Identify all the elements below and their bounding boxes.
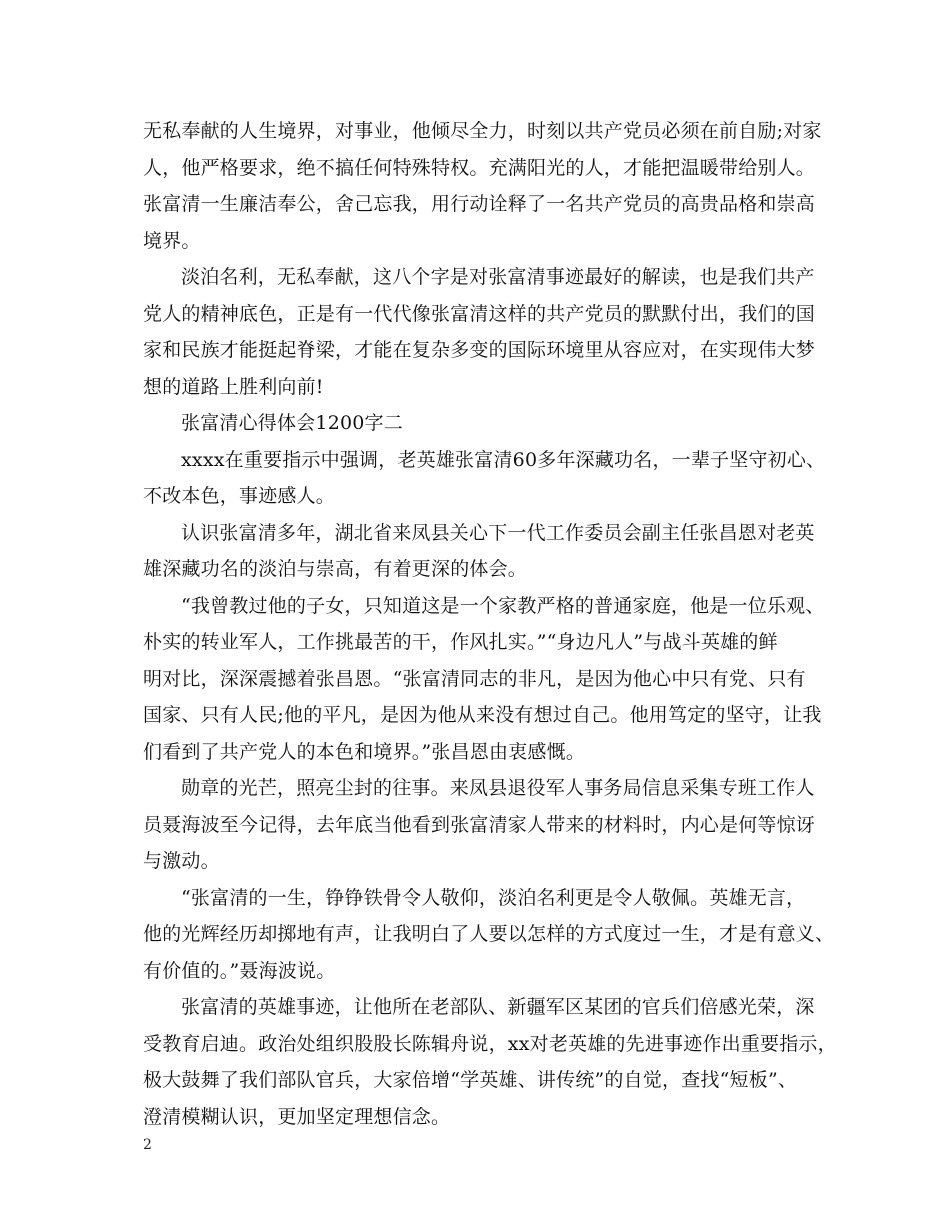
page-number: 2 — [143, 1137, 152, 1153]
text-line: 家和民族才能挺起脊梁，才能在复杂多变的国际环境里从容应对，在实现伟大梦 — [143, 339, 816, 361]
paragraph — [143, 770, 823, 880]
text-line: 受教育启迪。政治处组织股股长陈辑舟说，xx对老英雄的先进事迹作出重要指示， — [143, 1032, 837, 1055]
heading-line: 张富清心得体会1200字二 — [181, 412, 403, 434]
text-line: 极大鼓舞了我们部队官兵，大家倍增“学英雄、讲传统”的自觉，查找“短板”、 — [143, 1069, 798, 1091]
paragraph — [143, 588, 823, 771]
paragraph — [143, 989, 837, 1135]
text-line: 澄清模糊认识，更加坚定理想信念。 — [143, 1105, 451, 1128]
text-line: 朴实的转业军人，工作挑最苦的干，作风扎实。”“身边凡人”与战斗英雄的鲜 — [143, 631, 778, 653]
paragraph — [143, 442, 826, 515]
text-line: 员聂海波至今记得，去年底当他看到张富清家人带来的材料时，内心是何等惊讶 — [143, 813, 816, 836]
text-line: “张富清的一生，铮铮铁骨令人敬仰，淡泊名利更是令人敬佩。英雄无言， — [181, 886, 806, 909]
paragraph — [143, 259, 823, 405]
text-line: 国家、只有人民;他的平凡，是因为他从来没有想过自己。他用笃定的坚守，让我 — [143, 704, 822, 726]
text-line: 勋章的光芒，照亮尘封的往事。来凤县退役军人事务局信息采集专班工作人 — [181, 777, 815, 799]
document-body — [143, 113, 837, 1135]
text-line: 淡泊名利，无私奉献，这八个字是对张富清事迹最好的解读，也是我们共产 — [181, 266, 815, 288]
text-line: 无私奉献的人生境界，对事业，他倾尽全力，时刻以共产党员必须在前自励;对家 — [143, 120, 822, 142]
paragraph — [143, 113, 823, 259]
text-line: 明对比，深深震撼着张昌恩。“张富清同志的非凡，是因为他心中只有党、只有 — [143, 667, 806, 690]
paragraph — [143, 880, 835, 990]
text-line: 想的道路上胜利向前! — [143, 375, 324, 398]
paragraph — [143, 515, 823, 588]
section-heading — [143, 405, 823, 442]
text-line: 有价值的。”聂海波说。 — [143, 959, 336, 982]
text-line: 认识张富清多年，湖北省来凤县关心下一代工作委员会副主任张昌恩对老英 — [181, 521, 815, 544]
text-line: xxxx在重要指示中强调，老英雄张富清60多年深藏功名，一辈子坚守初心、 — [181, 448, 826, 471]
text-line: 不改本色，事迹感人。 — [143, 485, 336, 507]
text-line: 雄深藏功名的淡泊与崇高，有着更深的体会。 — [143, 558, 528, 580]
text-line: 党人的精神底色，正是有一代代像张富清这样的共产党员的默默付出，我们的国 — [143, 302, 816, 325]
text-line: 张富清一生廉洁奉公，舍己忘我，用行动诠释了一名共产党员的高贵品格和崇高 — [143, 193, 816, 215]
text-line: 境界。 — [143, 229, 201, 252]
text-line: “我曾教过他的子女，只知道这是一个家教严格的普通家庭，他是一位乐观、 — [181, 594, 825, 617]
text-line: 与激动。 — [143, 850, 220, 872]
text-line: 们看到了共产党人的本色和境界。”张昌恩由衷感慨。 — [143, 740, 586, 763]
text-line: 他的光辉经历却掷地有声，让我明白了人要以怎样的方式度过一生，才是有意义、 — [143, 923, 835, 945]
text-line: 张富清的英雄事迹，让他所在老部队、新疆军区某团的官兵们倍感光荣，深 — [181, 996, 815, 1018]
text-line: 人，他严格要求，绝不搞任何特殊特权。充满阳光的人，才能把温暖带给别人。 — [143, 156, 816, 179]
